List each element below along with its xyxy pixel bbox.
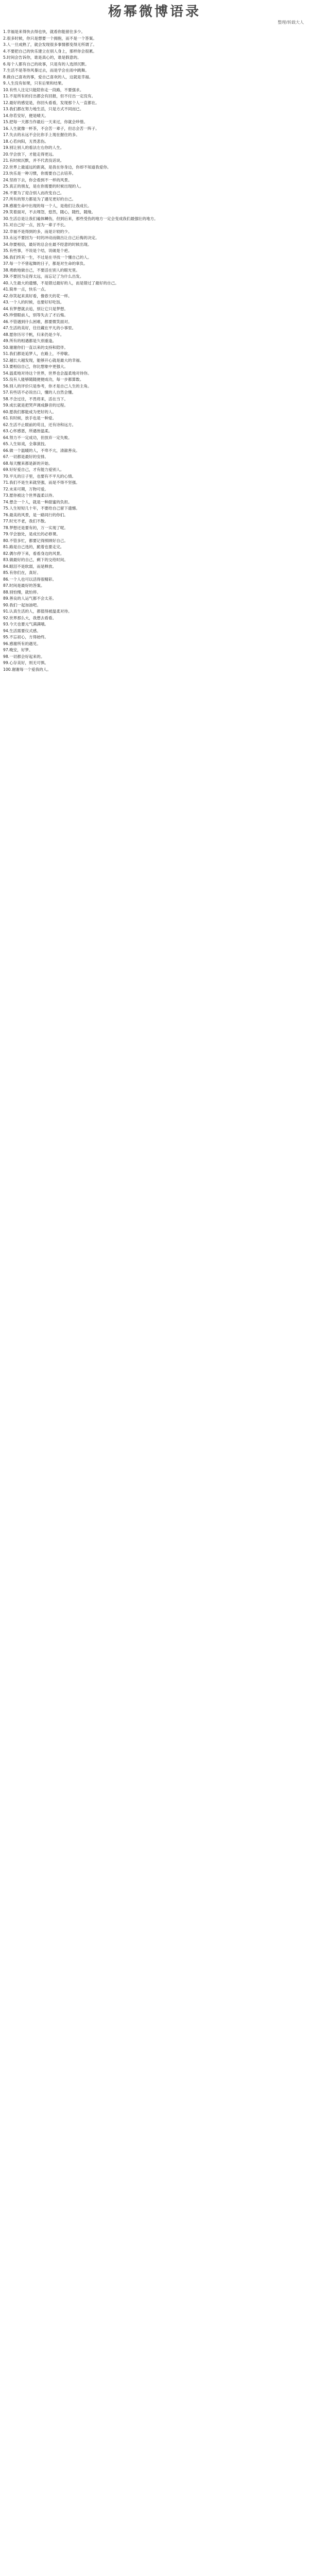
quote-item: 92.世界那么大，我想去看看。	[3, 615, 57, 620]
quote-item: 93.今天也要元气满满哦。	[3, 622, 49, 626]
quote-item: 40.人生最大的遗憾，不是错过最好的人，而是错过了最好的自己。	[3, 280, 119, 285]
quote-item: 30.生活总是让我们遍体鳞伤，但到后来，那些受伤的地方一定会变成我们最强壮的地方。	[3, 216, 158, 221]
quote-item: 32.幸福不是得到的多，而是计较的少。	[3, 229, 72, 234]
quote-item: 57.有些话不必说出口，懂的人自然会懂。	[3, 390, 76, 395]
quote-item: 81.路是自己选的，跪着也要走完。	[3, 545, 64, 549]
quote-item: 4.不要把自己的快乐建立在别人身上，那样你会很累。	[3, 48, 97, 54]
quote-item: 16.人生就像一杯茶，不会苦一辈子，但总会苦一阵子。	[3, 126, 99, 131]
quote-item: 87.时间是最好的答案。	[3, 583, 45, 588]
quote-item: 69.好好爱自己，才有能力爱别人。	[3, 467, 64, 472]
quote-item: 70.平凡的日子里，也要有不平凡的心情。	[3, 473, 76, 479]
quote-item: 25.真正的朋友，是在你需要的时候出现的人。	[3, 184, 84, 189]
quote-item: 84.眼泪不是软弱，而是释放。	[3, 564, 57, 569]
author-credit: 整理/转载大人	[278, 20, 304, 25]
quote-item: 45.珍惜眼前人，别等失去了才后悔。	[3, 313, 68, 317]
quote-item: 66.做一个温暖的人，不卑不亢，清澈善良。	[3, 448, 80, 453]
quote-item: 91.认真生活的人，都值得被温柔对待。	[3, 609, 72, 614]
quote-item: 79.学会独处，是成长的必修课。	[3, 532, 60, 536]
quote-item: 82.偶尔停下来，看看身边的风景。	[3, 551, 64, 556]
quote-item: 23.快乐是一种习惯，你需要自己去培养。	[3, 171, 76, 176]
quote-item: 37.每一个不曾起舞的日子，都是对生命的辜负。	[3, 261, 88, 266]
quote-item: 20.学会放下，才能走得更远。	[3, 151, 57, 157]
quote-item: 62.生活不止眼前的苟且，还有诗和远方。	[3, 422, 76, 427]
quote-item: 67.一切都是最好的安排。	[3, 454, 49, 459]
quote-item: 14.你若安好，便是晴天。	[3, 113, 49, 118]
quote-item: 24.坚持下去，你会看到不一样的风景。	[3, 177, 72, 182]
quote-item: 19.别让别人的看法左右你的人生。	[3, 145, 64, 150]
quote-item: 29.笑着面对，不去埋怨，悠然，随心，随性，随缘。	[3, 210, 96, 214]
quote-item: 99.心存美好，则无可惧。	[3, 660, 49, 665]
quote-item: 13.我们都在努力地生活，只是方式不同而已。	[3, 107, 84, 111]
quote-item: 61.有时候，放手也是一种爱。	[3, 416, 57, 420]
quote-item: 8.做自己喜欢的事，爱自己喜欢的人，这就是幸福。	[3, 74, 93, 79]
quote-item: 5.时间会告诉你，谁是真心的，谁是假意的。	[3, 55, 81, 60]
quote-item: 6.每个人都有自己的故事，只是有的人选择沉默。	[3, 61, 89, 66]
quote-list	[3, 29, 306, 673]
quote-item: 83.做最好的自己，剩下的交给时间。	[3, 557, 68, 562]
quote-item: 7.生活不是等待风暴过去，而是学会在雨中跳舞。	[3, 68, 89, 73]
quote-item: 94.生活需要仪式感。	[3, 628, 41, 633]
quote-item: 68.每天醒来都是新的开始。	[3, 461, 53, 466]
quote-item: 2.很多时候，你只是想要一个拥抱，而不是一个答案。	[3, 36, 97, 41]
quote-item: 80.不管多忙，都要记得照顾好自己。	[3, 538, 68, 543]
quote-item: 89.善良的人运气都不会太差。	[3, 596, 57, 601]
quote-item: 21.有时候沉默，并不代表没话说。	[3, 158, 64, 163]
quote-item: 73.愿你被这个世界温柔以待。	[3, 493, 57, 498]
quote-item: 38.勇敢地做自己，不要活在别人的眼光里。	[3, 267, 80, 273]
quote-item: 1.幸福是来得快去得也快，就看你能留住多少。	[3, 29, 85, 34]
quote-item: 85.有你们在，真好。	[3, 570, 41, 575]
quote-item: 71.我们不是生来就坚强，而是不得不坚强。	[3, 480, 80, 485]
quote-item: 50.谢谢你们一直以来的支持和陪伴。	[3, 345, 68, 350]
quote-item: 9.人生没有如果，只有后果和结果。	[3, 81, 66, 86]
quote-item: 75.人生短短几十年，不要给自己留下遗憾。	[3, 506, 80, 511]
quote-item: 86.一个人也可以活得很精彩。	[3, 577, 57, 582]
quote-item: 78.梦想还是要有的，万一实现了呢。	[3, 525, 68, 530]
quote-item: 90.我们一起加油吧。	[3, 602, 41, 607]
quote-item: 42.你笑起来真好看，像春天的花一样。	[3, 293, 72, 298]
quote-item: 72.未来可期，万物可爱。	[3, 486, 49, 492]
quote-item: 47.生活的美好，往往藏在平凡的小事里。	[3, 326, 76, 330]
quote-item: 98.一切都会好起来的。	[3, 654, 45, 659]
quote-item: 48.愿你历尽千帆，归来仍是少年。	[3, 332, 64, 337]
quote-item: 63.心怀感恩，所遇皆温柔。	[3, 429, 53, 433]
quote-item: 96.感谢所有的遇见。	[3, 641, 41, 646]
quote-item: 15.把每一天都当作最后一天来过，你就会珍惜。	[3, 120, 88, 124]
quote-item: 12.最好的感觉是，你回头看看，发现那个人一直都在。	[3, 100, 99, 105]
quote-item: 33.永远不要因为一时的冲动而做出让自己后悔的决定。	[3, 235, 99, 240]
quote-item: 34.你要相信，最好的总会在最不经意的时候出现。	[3, 242, 92, 247]
quote-item: 100.谢谢每一个爱我的人。	[3, 667, 51, 672]
page-title: 杨幂微博语录	[108, 4, 201, 20]
quote-item: 54.温柔地对待这个世界，世界也会温柔地对待你。	[3, 370, 92, 376]
quote-item: 17.失去的永远不会比你手上现在握住的多。	[3, 132, 80, 137]
quote-item: 55.没有人能够随随便便成功，每一步都算数。	[3, 377, 84, 382]
quote-item: 10.有些人注定只能陪你走一段路，不要强求。	[3, 87, 84, 92]
quote-item: 56.别人的评价只是参考，你才是自己人生的主角。	[3, 383, 92, 388]
quote-item: 28.感谢生命中出现的每一个人，是他们让我成长。	[3, 203, 92, 208]
quote-item: 77.时光不老，我们不散。	[3, 519, 49, 523]
quote-item: 64.努力不一定成功，但放弃一定失败。	[3, 435, 72, 440]
quote-item: 36.我们终其一生，不过是在寻找一个懂自己的人。	[3, 255, 92, 260]
quote-item: 59.成长就是把哭声调成静音的过程。	[3, 403, 68, 408]
quote-item: 26.不要为了迎合别人而改变自己。	[3, 190, 64, 195]
quote-item: 41.简单一点，快乐一点。	[3, 287, 49, 292]
quote-item: 46.不管遇到什么困难，都要微笑面对。	[3, 319, 72, 324]
quote-item: 49.所有的相遇都是久别重逢。	[3, 338, 57, 343]
quote-item: 3.人一旦成熟了，就会发现很多事情都变得无所谓了。	[3, 42, 97, 47]
quote-item: 95.不忘初心，方得始终。	[3, 635, 49, 639]
quote-item: 43.一个人的时候，也要好好吃饭。	[3, 300, 64, 304]
quote-item: 74.想念一个人，就是一种甜蜜的负担。	[3, 499, 72, 504]
quote-item: 31.对自己好一点，因为一辈子不长。	[3, 223, 68, 227]
quote-item: 53.要相信自己，你比想象中更强大。	[3, 364, 68, 369]
quote-item: 88.别怕慢，就怕停。	[3, 589, 41, 595]
quote-item: 18.心若向阳，无畏悲伤。	[3, 139, 49, 144]
quote-item: 35.有些事，不说是个结，说破是个疤。	[3, 248, 72, 253]
quote-item: 44.有梦想就去追，别让它只是梦想。	[3, 306, 68, 311]
quote-item: 51.我们都是追梦人，在路上，不停歇。	[3, 351, 72, 356]
quote-item: 60.愿我们都能成为更好的人。	[3, 409, 57, 414]
quote-item: 58.不念过往，不畏将来，活在当下。	[3, 396, 68, 401]
quote-item: 97.晚安，好梦。	[3, 648, 33, 652]
quote-item: 52.越长大越发现，能够开心就是最大的幸福。	[3, 358, 84, 363]
quote-item: 65.人生如戏，全靠演技。	[3, 442, 49, 446]
quote-item: 27.所有的努力都是为了遇见更好的自己。	[3, 197, 76, 201]
quote-item: 76.最美的风景，是一路同行的你们。	[3, 512, 68, 517]
quote-item: 22.世界上最遥远的距离，是我在你身边，你却不知道我爱你。	[3, 164, 111, 170]
quote-item: 11.不是所有的付出都会有回报，但不付出一定没有。	[3, 94, 96, 98]
quote-item: 39.不要因为走得太远，而忘记了为什么出发。	[3, 274, 84, 279]
